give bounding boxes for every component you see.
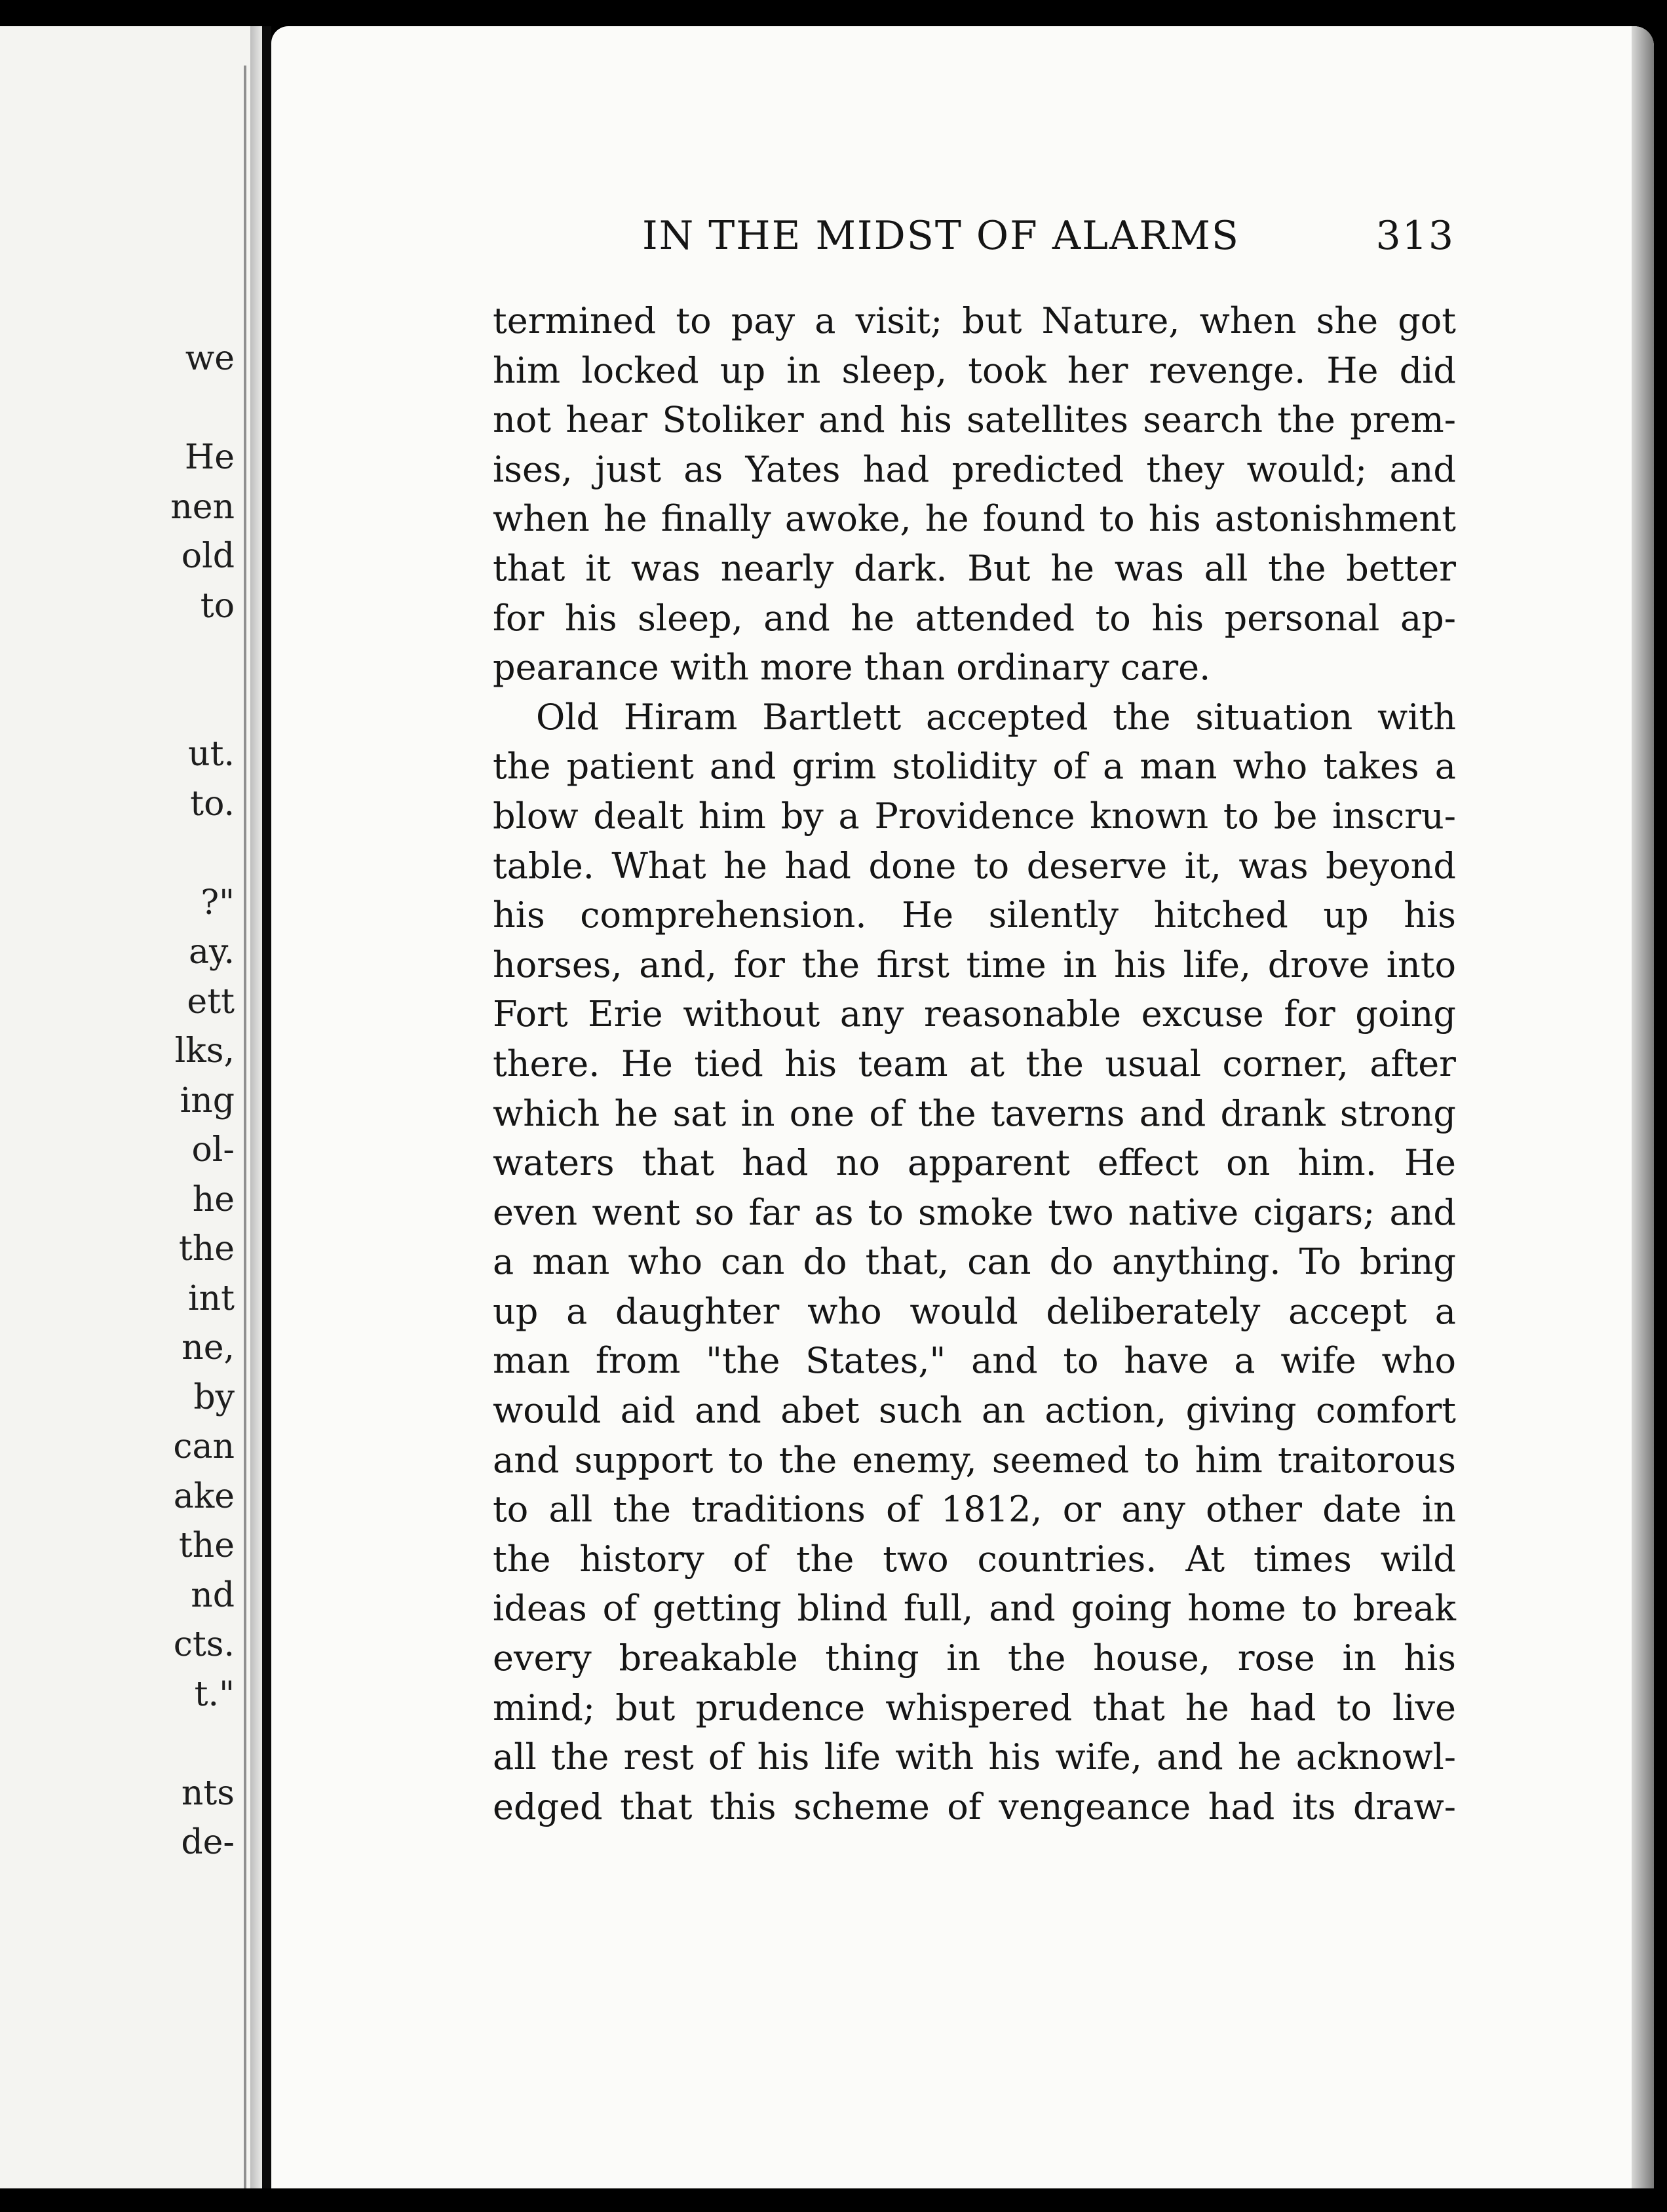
text-line: mind; but prudence whispered that he had to live: [493, 1687, 1456, 1728]
fragment-line: de-: [181, 1823, 235, 1862]
text-line: the patient and grim stolidity of a man who takes a: [493, 746, 1456, 788]
text-line: edged that this scheme of vengeance had its draw-: [493, 1785, 1456, 1827]
text-line: would aid and abet such an action, giving comfort: [493, 1390, 1456, 1432]
fragment-line: nd: [191, 1575, 235, 1615]
text-line: the history of the two countries. At times wild: [493, 1538, 1456, 1580]
fragment-line: ?": [201, 883, 235, 923]
fragment-line: ett: [187, 982, 235, 1021]
page-number: 313: [1375, 213, 1455, 259]
fragment-line: ing: [180, 1080, 235, 1120]
fragment-line: [0, 384, 235, 434]
fragment-line: nen: [170, 487, 235, 527]
fragment-line: int: [187, 1278, 235, 1318]
fragment-line: by: [193, 1377, 235, 1417]
page-divider: [262, 26, 271, 2188]
text-line: him locked up in sleep, took her revenge. He did: [493, 349, 1456, 391]
fragment-line: ol-: [191, 1130, 235, 1170]
text-line: even went so far as to smoke two native cigars; and: [493, 1191, 1456, 1233]
body-text: [493, 296, 1456, 1831]
paragraph-start-line: Old Hiram Bartlett accepted the situation with: [536, 696, 1456, 738]
fragment-line: He: [184, 438, 235, 477]
fragment-line: we: [185, 339, 235, 378]
text-line: man from "the States," and to have a wife who: [493, 1340, 1456, 1382]
text-line: ideas of getting blind full, and going home to break: [493, 1588, 1456, 1630]
fragment-line: t.": [194, 1674, 235, 1714]
text-line: there. He tied his team at the usual corner, after: [493, 1042, 1456, 1084]
fragment-line: to.: [190, 784, 235, 824]
text-line: his comprehension. He silently hitched up his: [493, 894, 1456, 936]
text-line: horses, and, for the first time in his life, drove into: [493, 944, 1456, 985]
text-line: blow dealt him by a Providence known to be inscru-: [493, 795, 1456, 837]
text-line: that it was nearly dark. But he was all the better: [493, 547, 1456, 589]
fragment-line: the: [178, 1526, 235, 1565]
fragment-line: ne,: [182, 1328, 235, 1367]
fragment-line: he: [192, 1179, 235, 1219]
fragment-line: [0, 631, 235, 681]
text-line: and support to the enemy, seemed to him traitorous: [493, 1439, 1456, 1481]
text-line: to all the traditions of 1812, or any other date in: [493, 1489, 1456, 1531]
text-line: all the rest of his life with his wife, and he acknowl-: [493, 1736, 1456, 1778]
fragment-line: [0, 829, 235, 879]
text-line: for his sleep, and he attended to his personal ap-: [493, 597, 1456, 639]
text-line: ises, just as Yates had predicted they would; and: [493, 448, 1456, 490]
fragment-line: [0, 1719, 235, 1769]
text-line: termined to pay a visit; but Nature, when she got: [493, 300, 1456, 341]
gutter-line: [244, 66, 246, 2188]
fragment-line: ay.: [188, 932, 235, 972]
text-line: when he finally awoke, he found to his astonishment: [493, 498, 1456, 540]
fragment-line: ake: [173, 1476, 235, 1516]
text-line: waters that had no apparent effect on him. He: [493, 1142, 1456, 1184]
fragment-line: cts.: [173, 1625, 235, 1664]
running-head-title: IN THE MIDST OF ALARMS: [642, 213, 1240, 259]
fragment-line: the: [178, 1229, 235, 1268]
text-line: which he sat in one of the taverns and drank strong: [493, 1092, 1456, 1134]
previous-page: [0, 26, 262, 2188]
fragment-line: [0, 681, 235, 731]
text-line: pearance with more than ordinary care.: [493, 647, 1211, 689]
text-line: up a daughter who would deliberately accept a: [493, 1290, 1456, 1332]
text-line: Fort Erie without any reasonable excuse for going: [493, 993, 1456, 1035]
text-line: table. What he had done to deserve it, was beyond: [493, 845, 1456, 887]
fragment-line: nts: [181, 1773, 235, 1813]
fragment-line: can: [173, 1427, 235, 1466]
previous-page-text-fragments: [0, 334, 235, 1868]
fragment-line: to: [200, 586, 235, 626]
fragment-line: ut.: [188, 734, 235, 774]
text-line: a man who can do that, can do anything. To bring: [493, 1241, 1456, 1283]
text-line: every breakable thing in the house, rose in his: [493, 1637, 1456, 1679]
text-line: not hear Stoliker and his satellites search the prem-: [493, 399, 1456, 441]
fragment-line: old: [181, 537, 235, 576]
running-head: [642, 210, 1455, 262]
fragment-line: lks,: [174, 1031, 235, 1071]
page-edge-shadow: [1632, 26, 1654, 2188]
